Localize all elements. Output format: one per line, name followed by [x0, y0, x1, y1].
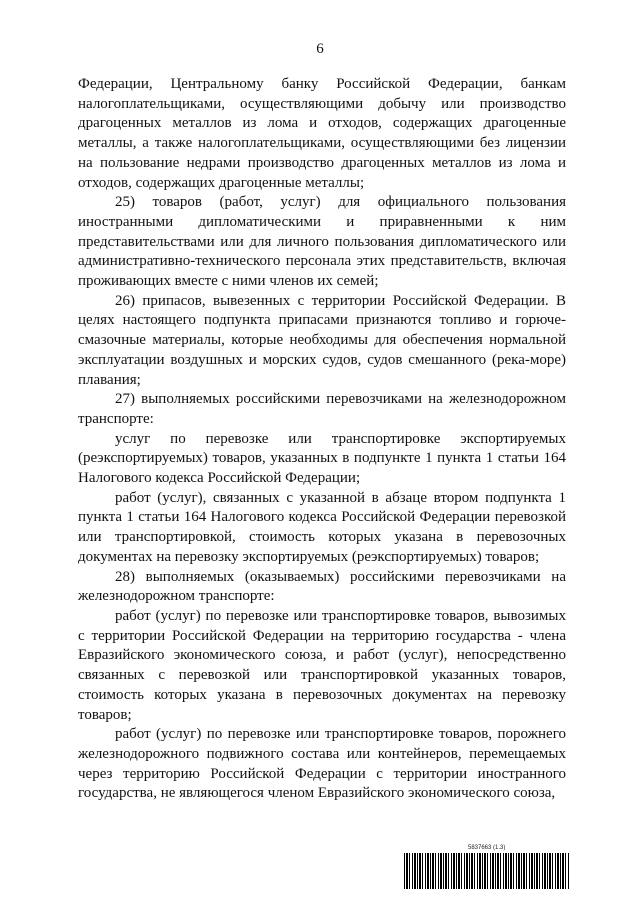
- paragraph-item-26: 26) припасов, вывезенных с территории Российской Федерации. В целях настоящего подпункта припасами признаются топливо и горюче-смазочные материалы, которые необходимы для обеспечения нормальной эксплуатации воздушных и морских судов, судов смешанного (река-море) плавания;: [78, 292, 566, 388]
- barcode-icon: [404, 853, 570, 889]
- paragraph-item-25: 25) товаров (работ, услуг) для официального пользования иностранными дипломатическими и приравненными к ним представительствами или для личного пользования дипломатического или административно-технического персонала этих представительств, включая проживающих вместе с ними членов их семей;: [78, 194, 566, 290]
- paragraph-item-28-transit: работ (услуг) по перевозке или транспортировке товаров, порожнего железнодорожного подвижного состава или контейнеров, перемещаемых через территорию Российской Федерации с территории иностранного государства, не являющегося членом Евразийского экономического союза,: [78, 726, 566, 802]
- paragraph-continuation: Федерации, Центральному банку Российской Федерации, банкам налогоплательщиками, осуществляющими добычу или производство драгоценных металлов из лома и отходов, содержащих драгоценные металлы, а также налогоплательщиками, осуществляющими без лицензии на пользование недрами производство драгоценных металлов из лома и отходов, содержащих драгоценные металлы;: [78, 76, 566, 191]
- barcode-code: 5837663 (1.3): [468, 845, 506, 851]
- paragraph-item-27-services: услуг по перевозке или транспортировке экспортируемых (реэкспортируемых) товаров, указанных в подпункте 1 пункта 1 статьи 164 Налогового кодекса Российской Федерации;: [78, 430, 566, 487]
- paragraph-item-27-works: работ (услуг), связанных с указанной в абзаце втором подпункта 1 пункта 1 статьи 164 Налогового кодекса Российской Федерации перевозкой или транспортировкой, стоимость которых указана в перевозочных документах на перевозку экспортируемых (реэкспортируемых) товаров;: [78, 489, 566, 565]
- paragraph-item-27: 27) выполняемых российскими перевозчиками на железнодорожном транспорте:: [78, 391, 566, 427]
- page-number: 6: [316, 41, 324, 57]
- paragraph-item-28-export: работ (услуг) по перевозке или транспортировке товаров, вывозимых с территории Российской Федерации на территорию государства - члена Евразийского экономического союза, и работ (услуг), непосредственно связанных с перевозкой или транспортировкой указанных товаров, стоимость которых указана в перевозочных документах на перевозку товаров;: [78, 607, 566, 723]
- document-body: [78, 75, 566, 804]
- barcode-block: [404, 845, 570, 889]
- paragraph-item-28: 28) выполняемых (оказываемых) российскими перевозчиками на железнодорожном транспорте:: [78, 568, 566, 605]
